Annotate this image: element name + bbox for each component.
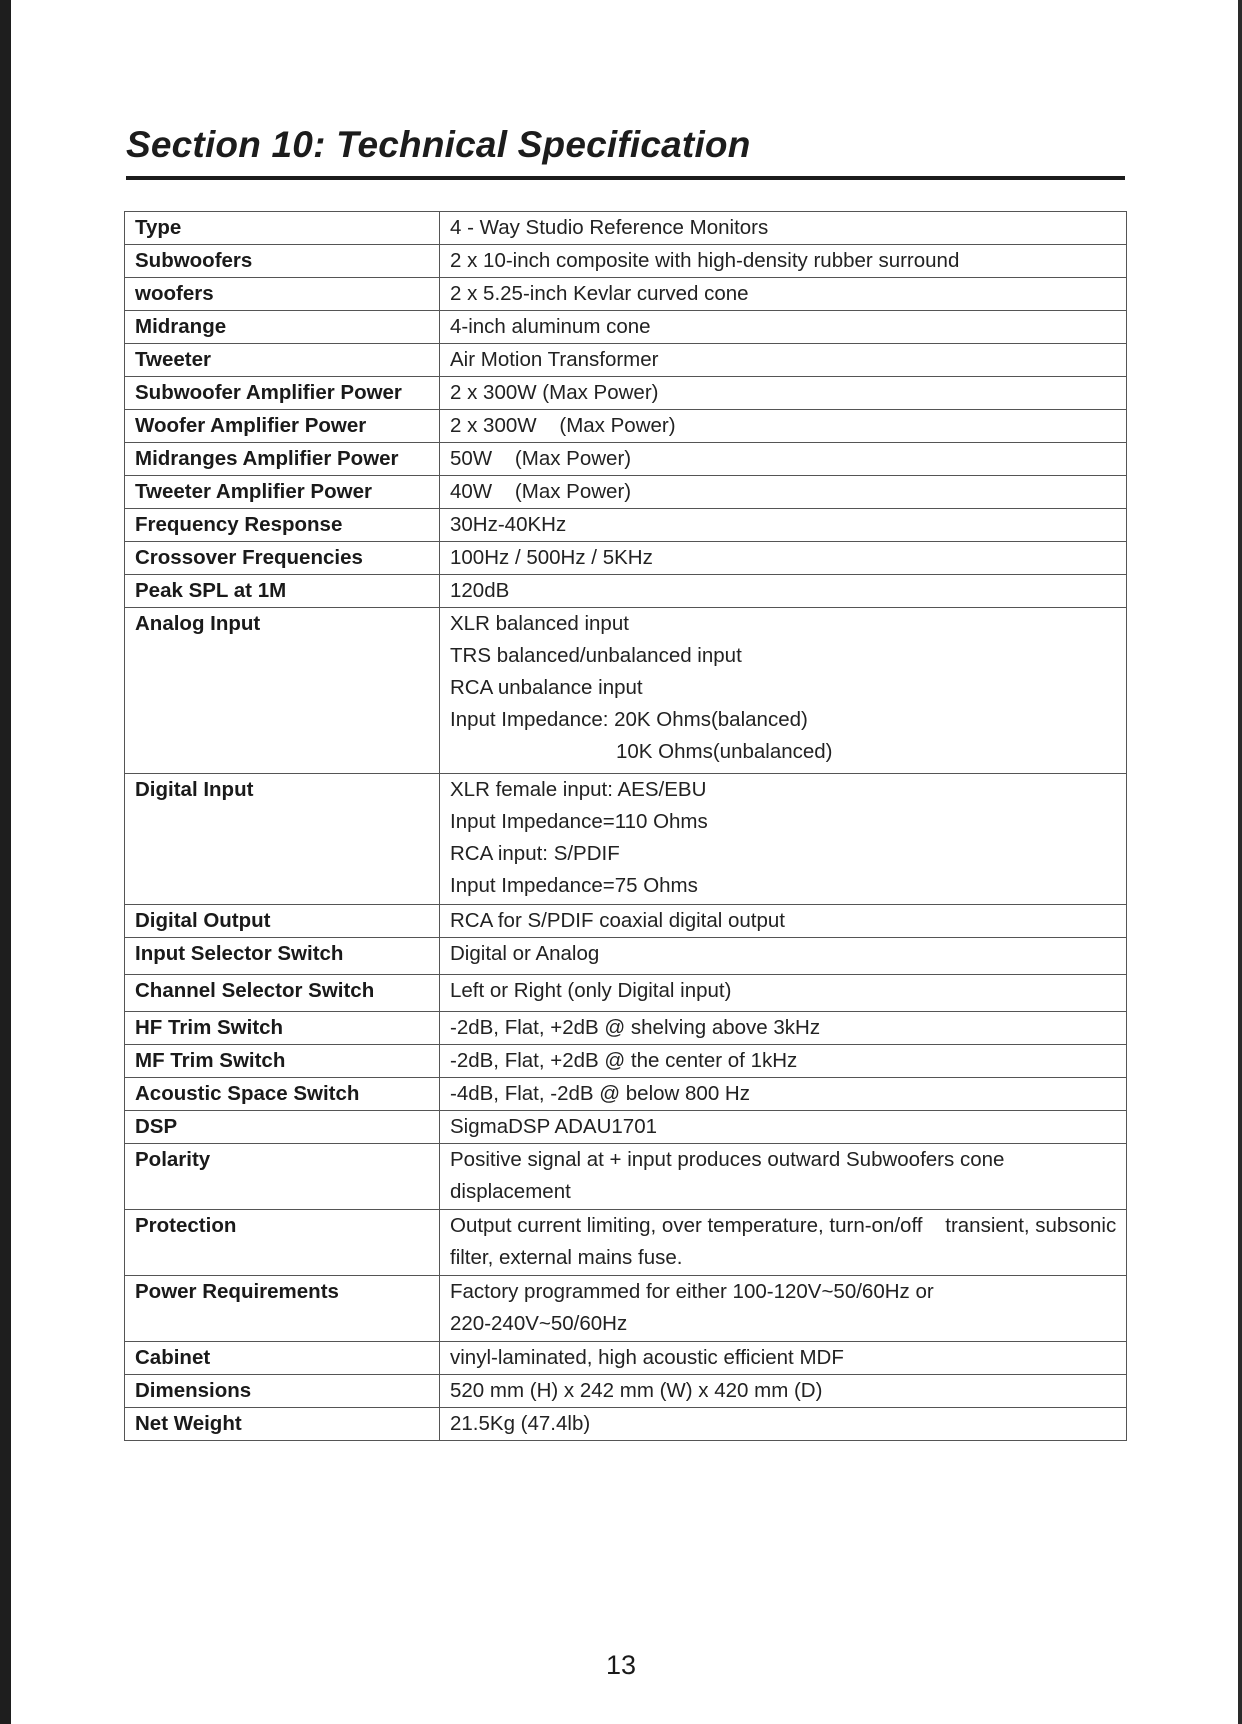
table-row bbox=[125, 1210, 1127, 1276]
spec-label: Net Weight bbox=[125, 1408, 440, 1441]
spec-value-line: Positive signal at + input produces outward Subwoofers cone bbox=[450, 1148, 1005, 1171]
table-row bbox=[125, 975, 1127, 1012]
spec-value-line: 120dB bbox=[450, 579, 510, 602]
spec-label: Input Selector Switch bbox=[125, 938, 440, 975]
page-edge-left bbox=[0, 0, 11, 1724]
title-divider bbox=[126, 176, 1125, 180]
table-row bbox=[125, 311, 1127, 344]
spec-label: Type bbox=[125, 212, 440, 245]
spec-label: MF Trim Switch bbox=[125, 1045, 440, 1078]
spec-value bbox=[440, 509, 1127, 542]
table-row bbox=[125, 575, 1127, 608]
page-title: Section 10: Technical Specification bbox=[126, 124, 751, 165]
spec-value bbox=[440, 344, 1127, 377]
spec-value bbox=[440, 311, 1127, 344]
spec-label: Tweeter bbox=[125, 344, 440, 377]
spec-value bbox=[440, 1342, 1127, 1375]
spec-value bbox=[440, 1408, 1127, 1441]
table-row bbox=[125, 509, 1127, 542]
spec-value bbox=[440, 542, 1127, 575]
spec-value-line: 30Hz-40KHz bbox=[450, 513, 567, 536]
spec-value bbox=[440, 1144, 1127, 1210]
table-row bbox=[125, 443, 1127, 476]
table-row bbox=[125, 1045, 1127, 1078]
spec-label: Analog Input bbox=[125, 608, 440, 774]
spec-label: Midrange bbox=[125, 311, 440, 344]
spec-label: Woofer Amplifier Power bbox=[125, 410, 440, 443]
spec-label: Power Requirements bbox=[125, 1276, 440, 1342]
spec-value bbox=[440, 377, 1127, 410]
spec-value-line: -2dB, Flat, +2dB @ the center of 1kHz bbox=[450, 1049, 798, 1072]
spec-label: Crossover Frequencies bbox=[125, 542, 440, 575]
spec-value-line: XLR balanced input bbox=[450, 612, 629, 635]
spec-value bbox=[440, 245, 1127, 278]
spec-value-line: 220-240V~50/60Hz bbox=[450, 1312, 628, 1335]
page-edge-right bbox=[1238, 0, 1242, 1724]
spec-value-line: filter, external mains fuse. bbox=[450, 1246, 683, 1269]
spec-value bbox=[440, 1012, 1127, 1045]
spec-label: Cabinet bbox=[125, 1342, 440, 1375]
spec-value-line: 21.5Kg (47.4lb) bbox=[450, 1412, 591, 1435]
table-row bbox=[125, 212, 1127, 245]
table-row bbox=[125, 905, 1127, 938]
table-row bbox=[125, 1012, 1127, 1045]
spec-value-line: 100Hz / 500Hz / 5KHz bbox=[450, 546, 653, 569]
spec-label: Frequency Response bbox=[125, 509, 440, 542]
table-row bbox=[125, 1342, 1127, 1375]
spec-label: Protection bbox=[125, 1210, 440, 1276]
spec-value bbox=[440, 975, 1127, 1012]
spec-value-line: 2 x 5.25-inch Kevlar curved cone bbox=[450, 282, 749, 305]
spec-value bbox=[440, 774, 1127, 905]
spec-value-line: 2 x 300W (Max Power) bbox=[450, 381, 659, 404]
table-row bbox=[125, 1408, 1127, 1441]
spec-value-line: Input Impedance: 20K Ohms(balanced) bbox=[450, 708, 808, 731]
spec-label: woofers bbox=[125, 278, 440, 311]
spec-value bbox=[440, 410, 1127, 443]
spec-value-line: Output current limiting, over temperature, turn-on/off transient, subsonic bbox=[450, 1214, 1117, 1237]
spec-value-line: 4-inch aluminum cone bbox=[450, 315, 651, 338]
spec-label: HF Trim Switch bbox=[125, 1012, 440, 1045]
table-row bbox=[125, 410, 1127, 443]
spec-label: Polarity bbox=[125, 1144, 440, 1210]
spec-value-line: -2dB, Flat, +2dB @ shelving above 3kHz bbox=[450, 1016, 821, 1039]
spec-value bbox=[440, 1045, 1127, 1078]
table-row bbox=[125, 542, 1127, 575]
spec-label: Subwoofers bbox=[125, 245, 440, 278]
spec-value bbox=[440, 938, 1127, 975]
table-row bbox=[125, 1276, 1127, 1342]
spec-value-line: 2 x 10-inch composite with high-density rubber surround bbox=[450, 249, 960, 272]
spec-value-line: 2 x 300W (Max Power) bbox=[450, 414, 676, 437]
spec-label: Acoustic Space Switch bbox=[125, 1078, 440, 1111]
spec-value-line: TRS balanced/unbalanced input bbox=[450, 644, 742, 667]
spec-label: Tweeter Amplifier Power bbox=[125, 476, 440, 509]
spec-value-line: 40W (Max Power) bbox=[450, 480, 632, 503]
table-row bbox=[125, 377, 1127, 410]
spec-value bbox=[440, 905, 1127, 938]
spec-value bbox=[440, 1210, 1127, 1276]
spec-label: Digital Output bbox=[125, 905, 440, 938]
spec-value-line: SigmaDSP ADAU1701 bbox=[450, 1115, 658, 1138]
table-row bbox=[125, 344, 1127, 377]
spec-table bbox=[124, 211, 1127, 1441]
spec-label: Subwoofer Amplifier Power bbox=[125, 377, 440, 410]
spec-label: Digital Input bbox=[125, 774, 440, 905]
spec-value bbox=[440, 608, 1127, 774]
spec-value-line: 10K Ohms(unbalanced) bbox=[616, 740, 833, 763]
table-row bbox=[125, 938, 1127, 975]
spec-value-line: RCA input: S/PDIF bbox=[450, 842, 620, 865]
spec-label: Peak SPL at 1M bbox=[125, 575, 440, 608]
spec-value-line: 4 - Way Studio Reference Monitors bbox=[450, 216, 769, 239]
spec-value-line: Digital or Analog bbox=[450, 942, 600, 965]
spec-value bbox=[440, 1375, 1127, 1408]
table-row bbox=[125, 1144, 1127, 1210]
spec-value bbox=[440, 443, 1127, 476]
spec-value-line: Left or Right (only Digital input) bbox=[450, 979, 732, 1002]
table-row bbox=[125, 1078, 1127, 1111]
table-row bbox=[125, 476, 1127, 509]
spec-label: Midranges Amplifier Power bbox=[125, 443, 440, 476]
table-row bbox=[125, 1375, 1127, 1408]
spec-value-line: RCA for S/PDIF coaxial digital output bbox=[450, 909, 785, 932]
spec-value-line: -4dB, Flat, -2dB @ below 800 Hz bbox=[450, 1082, 750, 1105]
spec-value bbox=[440, 278, 1127, 311]
spec-value-line: Air Motion Transformer bbox=[450, 348, 659, 371]
spec-value-line: Factory programmed for either 100-120V~50/60Hz or bbox=[450, 1280, 934, 1303]
spec-value-line: 520 mm (H) x 242 mm (W) x 420 mm (D) bbox=[450, 1379, 823, 1402]
spec-value-line: Input Impedance=110 Ohms bbox=[450, 810, 708, 833]
table-row bbox=[125, 608, 1127, 774]
spec-value bbox=[440, 1276, 1127, 1342]
spec-value bbox=[440, 575, 1127, 608]
spec-value bbox=[440, 212, 1127, 245]
spec-value-line: displacement bbox=[450, 1180, 571, 1203]
spec-value-line: RCA unbalance input bbox=[450, 676, 643, 699]
table-row bbox=[125, 245, 1127, 278]
spec-value bbox=[440, 1078, 1127, 1111]
spec-label: DSP bbox=[125, 1111, 440, 1144]
spec-value bbox=[440, 476, 1127, 509]
page-number: 13 bbox=[605, 1650, 637, 1680]
spec-label: Channel Selector Switch bbox=[125, 975, 440, 1012]
spec-value-line: vinyl-laminated, high acoustic efficient MDF bbox=[450, 1346, 844, 1369]
spec-value bbox=[440, 1111, 1127, 1144]
spec-value-line: 50W (Max Power) bbox=[450, 447, 632, 470]
spec-value-line: Input Impedance=75 Ohms bbox=[450, 874, 698, 897]
table-row bbox=[125, 774, 1127, 905]
table-row bbox=[125, 278, 1127, 311]
spec-value-line: XLR female input: AES/EBU bbox=[450, 778, 707, 801]
spec-label: Dimensions bbox=[125, 1375, 440, 1408]
table-row bbox=[125, 1111, 1127, 1144]
